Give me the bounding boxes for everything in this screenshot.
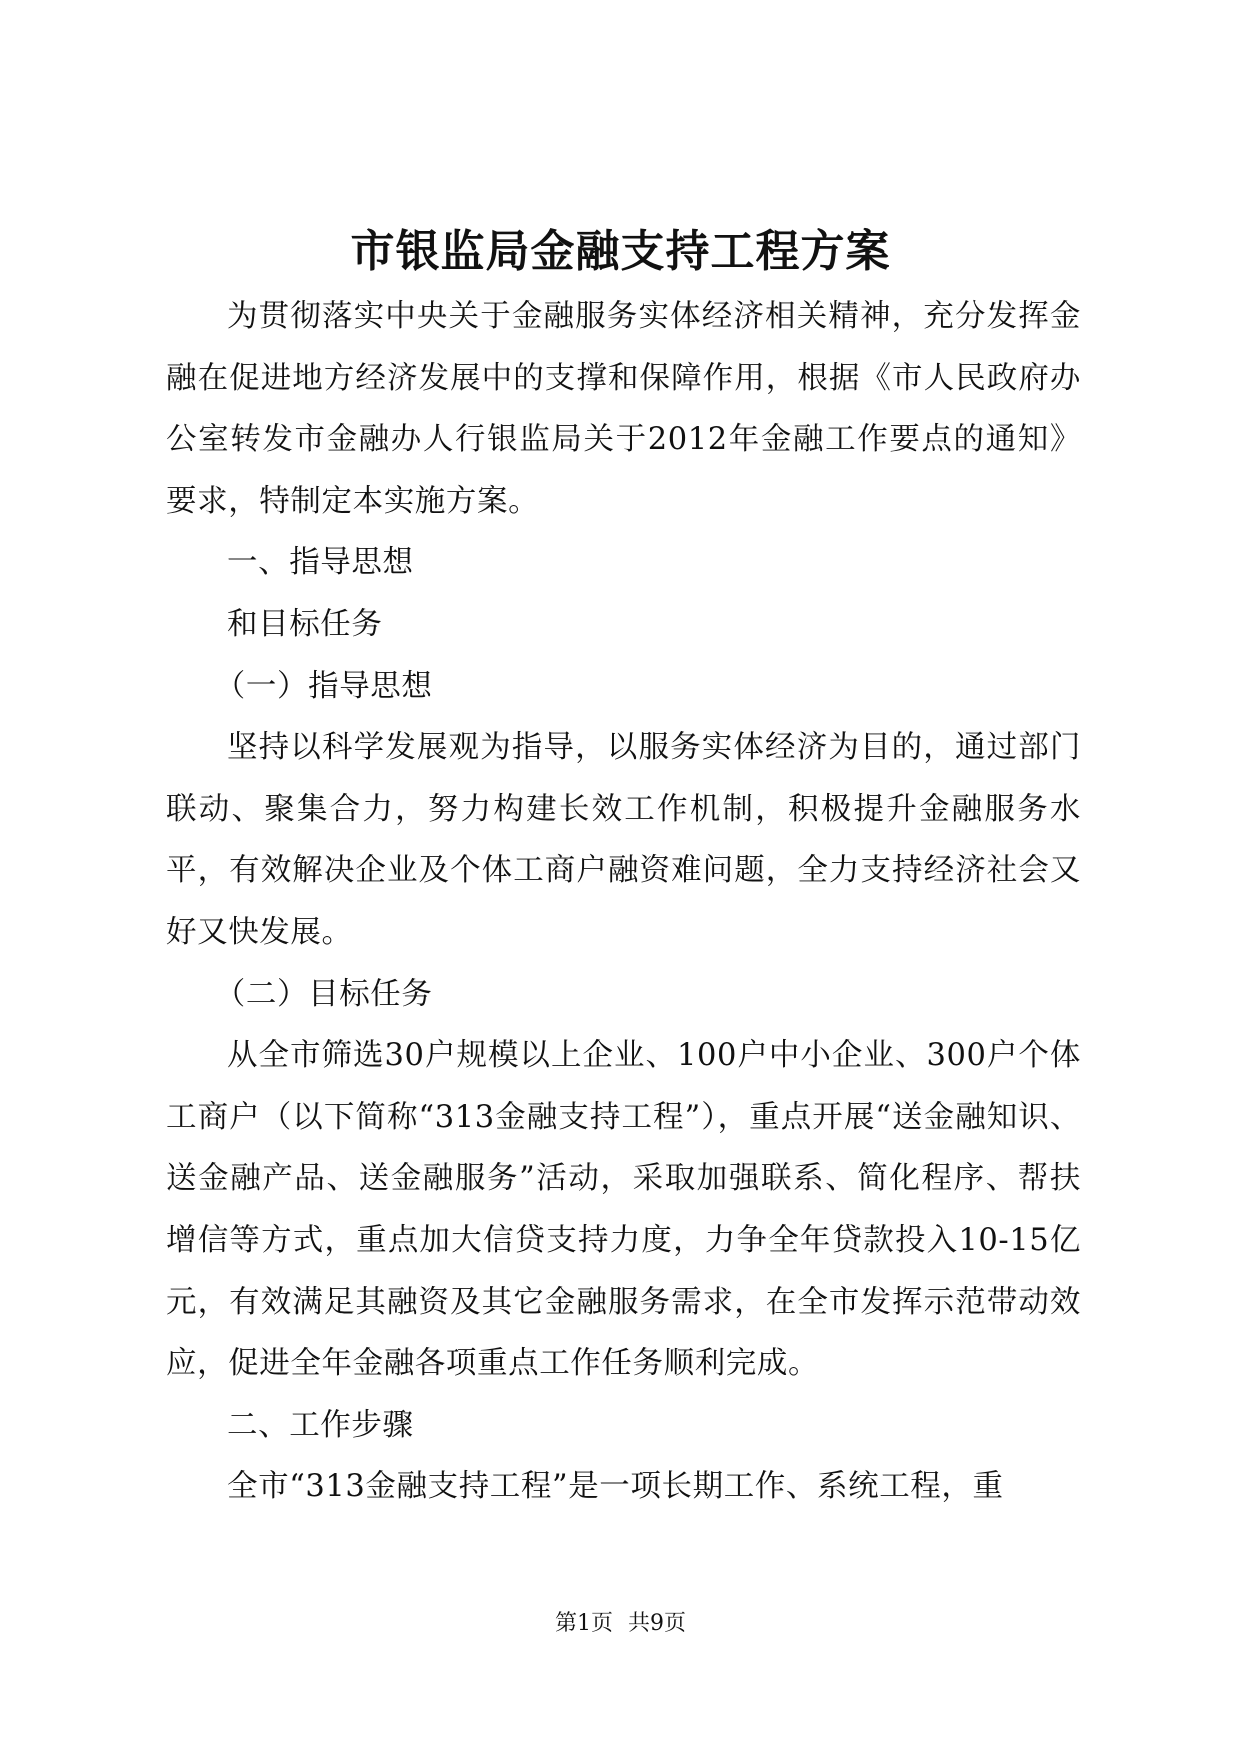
section-heading-2: 二、工作步骤 xyxy=(227,1407,414,1443)
document-title: 市银监局金融支持工程方案 xyxy=(350,226,891,277)
paragraph-work-steps: 全市“313金融支持工程”是一项长期工作、系统工程，重 xyxy=(227,1469,1004,1505)
page-number: 第1页 xyxy=(555,1611,613,1636)
paragraph-intro: 为贯彻落实中央关于金融服务实体经济相关精神，充分发挥金融在促进地方经济发展中的支撑和保障作用，根据《市人民政府办公室转发市金融办人行银监局关于2012年金融工作要点的通知》要求，特制定本实施方案。 xyxy=(166,299,1081,519)
page-count: 共9页 xyxy=(628,1611,686,1636)
subsection-heading-1-1: （一）指导思想 xyxy=(214,668,433,704)
subsection-heading-1-2: （二）目标任务 xyxy=(214,976,433,1012)
section-heading-1: 一、指导思想 xyxy=(227,545,414,581)
paragraph-guiding-thought: 坚持以科学发展观为指导，以服务实体经济为目的，通过部门联动、聚集合力，努力构建长效工作机制，积极提升金融服务水平，有效解决企业及个体工商户融资难问题，全力支持经济社会又好又快发展。 xyxy=(166,730,1081,950)
paragraph-targets: 从全市筛选30户规模以上企业、100户中小企业、300户个体工商户（以下简称“313金融支持工程”），重点开展“送金融知识、送金融产品、送金融服务”活动，采取加强联系、简化程序、帮扶增信等方式，重点加大信贷支持力度，力争全年贷款投入10-15亿元，有效满足其融资及其它金融服务需求，在全市发挥示范带动效应，促进全年金融各项重点工作任务顺利完成。 xyxy=(166,1038,1081,1382)
page-footer xyxy=(0,1609,1241,1639)
document-body xyxy=(166,286,1081,1518)
section-heading-1-continued: 和目标任务 xyxy=(227,606,383,642)
